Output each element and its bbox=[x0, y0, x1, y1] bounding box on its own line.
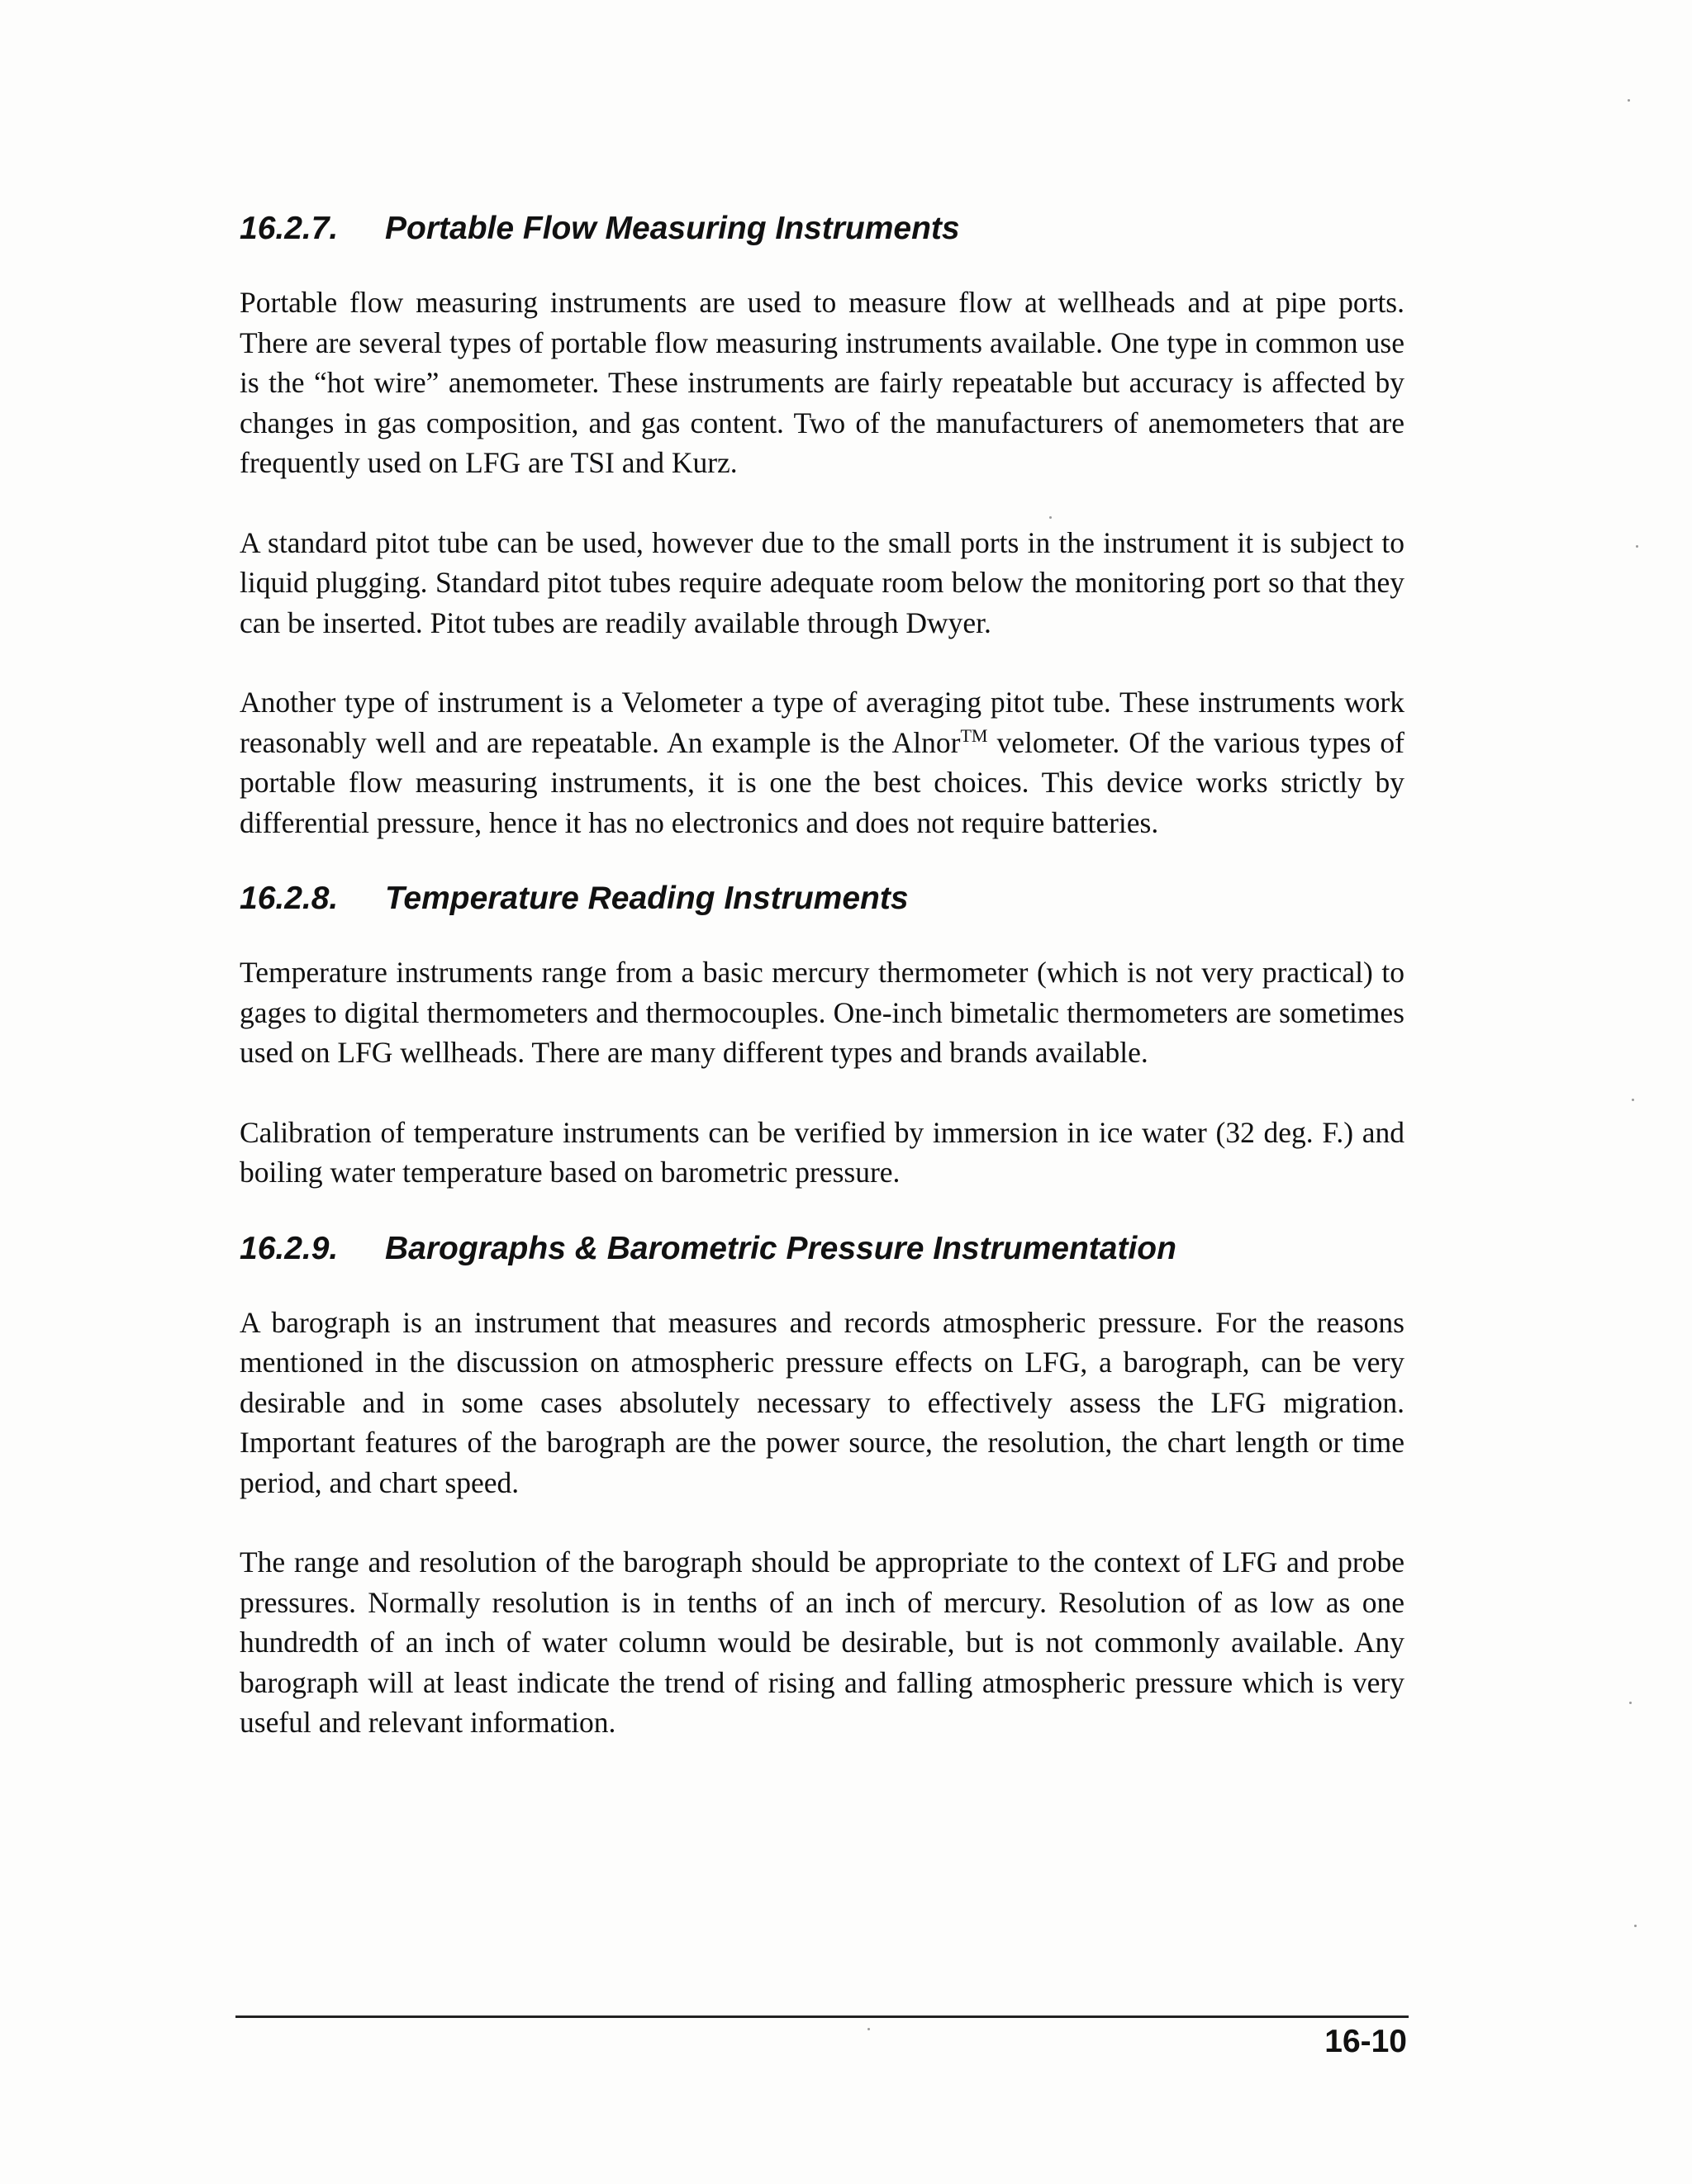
paragraph-temperature-calibration: Calibration of temperature instruments can be verified by immersion in ice water (32 deg. F.) and boiling water temperature based on barometric pressure. bbox=[240, 1115, 1404, 1189]
page-number: 16-10 bbox=[1324, 2024, 1407, 2059]
section-number: 16.2.7. bbox=[240, 211, 339, 246]
paragraph-temperature-instruments: Temperature instruments range from a basic mercury thermometer (which is not very practical) to gages to digital thermometers and thermocouples. One-inch bimetalic thermometers are sometimes used on LFG wellheads. There are many different types and brands available. bbox=[240, 956, 1404, 1069]
section-heading-16-2-8 bbox=[240, 881, 1404, 917]
section-title: Temperature Reading Instruments bbox=[385, 881, 909, 916]
scan-speck bbox=[1628, 99, 1630, 102]
section-title: Barographs & Barometric Pressure Instrumentation bbox=[385, 1230, 1176, 1266]
scan-speck bbox=[1634, 1925, 1637, 1927]
velometer-text-end: velometer. Of the various types of portable flow measuring instruments, it is one the best choices. This device works strictly by differential pressure, hence it has no electronics and does not require batteries. bbox=[240, 725, 1404, 839]
scan-speck bbox=[1049, 516, 1052, 519]
scan-speck bbox=[1636, 545, 1638, 548]
section-heading-16-2-7 bbox=[240, 211, 1404, 247]
paragraph-portable-flow-intro: Portable flow measuring instruments are used to measure flow at wellheads and at pipe ports. There are several types of portable flow measuring instruments available. One type in common use is the “hot wire” anemometer. These instruments are fairly repeatable but accuracy is affected by changes in gas composition, and gas content. Two of the manufacturers of anemometers that are frequently used on LFG are TSI and Kurz. bbox=[240, 286, 1404, 479]
paragraph-pitot-tube: A standard pitot tube can be used, however due to the small ports in the instrument it is subject to liquid plugging. Standard pitot tubes require adequate room below the monitoring port so that they can be inserted. Pitot tubes are readily available through Dwyer. bbox=[240, 525, 1404, 639]
trademark-superscript: TM bbox=[960, 724, 988, 746]
paragraph-barograph-intro: A barograph is an instrument that measures and records atmospheric pressure. For the reasons mentioned in the discussion on atmospheric pressure effects on LFG, a barograph, can be very desirable and in some cases absolutely necessary to effectively assess the LFG migration. Important features of the barograph are the power source, the resolution, the chart length or time period, and chart speed. bbox=[240, 1305, 1404, 1499]
page-content bbox=[240, 211, 1404, 1743]
section-number: 16.2.9. bbox=[240, 1230, 339, 1266]
section-title: Portable Flow Measuring Instruments bbox=[385, 211, 960, 246]
scan-speck bbox=[867, 2028, 870, 2030]
velometer-text-start: Another type of instrument is a Velometer a type of averaging pitot tube. These instruments work reasonably well and are repeatable. An example is the Alnor bbox=[240, 686, 1404, 759]
section-heading-16-2-9 bbox=[240, 1231, 1404, 1267]
scan-speck bbox=[1629, 1702, 1632, 1704]
paragraph-velometer bbox=[240, 682, 1404, 843]
scan-speck bbox=[1632, 1099, 1634, 1101]
paragraph-barograph-resolution: The range and resolution of the barograph should be appropriate to the context of LFG and probe pressures. Normally resolution is in tenths of an inch of mercury. Resolution of as low as one hundredth of an inch of water column would be desirable, but is not commonly available. Any barograph will at least indicate the trend of rising and falling atmospheric pressure which is very useful and relevant information. bbox=[240, 1545, 1404, 1739]
footer-rule bbox=[235, 2015, 1409, 2018]
section-number: 16.2.8. bbox=[240, 881, 339, 916]
